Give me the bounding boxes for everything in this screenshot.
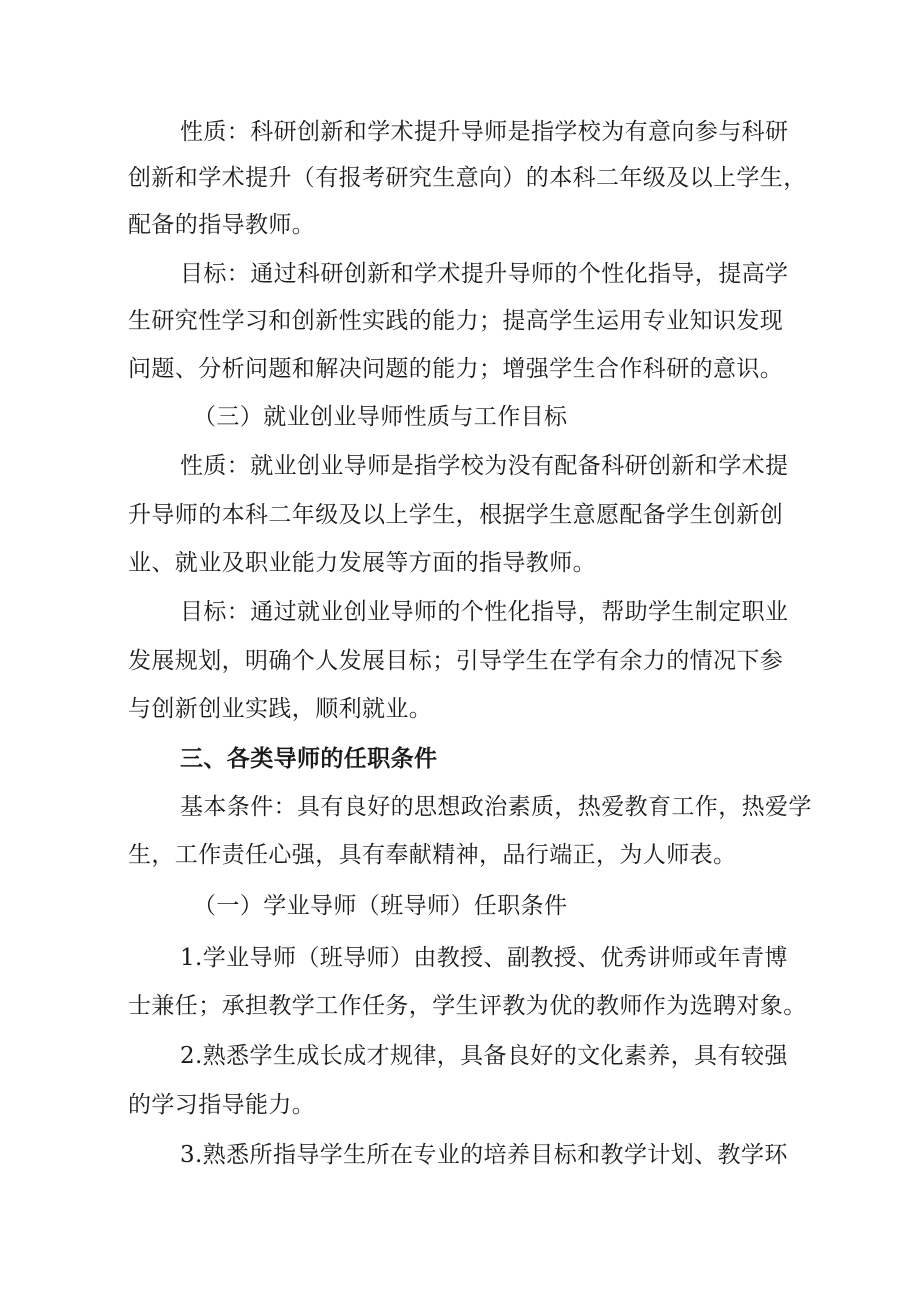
- section-subheading: （一）学业导师（班导师）任职条件: [193, 893, 568, 919]
- paragraph-line: 性质：就业创业导师是指学校为没有配备科研创新和学术提: [180, 453, 789, 479]
- paragraph-line: 配备的指导教师。: [128, 212, 316, 238]
- paragraph-line: 的学习指导能力。: [128, 1092, 316, 1118]
- paragraph-line: 1.学业导师（班导师）由教授、副教授、优秀讲师或年青博: [180, 945, 788, 971]
- paragraph-line: 业、就业及职业能力发展等方面的指导教师。: [128, 550, 596, 576]
- paragraph-line: 生研究性学习和创新性实践的能力；提高学生运用专业知识发现: [128, 308, 784, 334]
- paragraph-line: 生，工作责任心强，具有奉献精神，品行端正，为人师表。: [128, 842, 737, 868]
- paragraph-line: 士兼任；承担教学工作任务，学生评教为优的教师作为选聘对象。: [128, 993, 807, 1019]
- paragraph-line: 目标：通过就业创业导师的个性化指导，帮助学生制定职业: [180, 599, 789, 625]
- paragraph-line: 目标：通过科研创新和学术提升导师的个性化指导，提高学: [180, 261, 789, 287]
- paragraph-line: 2.熟悉学生成长成才规律，具备良好的文化素养，具有较强: [180, 1043, 788, 1069]
- paragraph-line: 3.熟悉所指导学生所在专业的培养目标和教学计划、教学环: [180, 1142, 788, 1168]
- paragraph-line: 创新和学术提升（有报考研究生意向）的本科二年级及以上学生，: [128, 165, 807, 191]
- paragraph-line: 性质：科研创新和学术提升导师是指学校为有意向参与科研: [180, 119, 789, 145]
- paragraph-line: 发展规划，明确个人发展目标；引导学生在学有余力的情况下参: [128, 648, 784, 674]
- paragraph-line: 问题、分析问题和解决问题的能力；增强学生合作科研的意识。: [128, 356, 784, 382]
- paragraph-line: 基本条件：具有良好的思想政治素质，热爱教育工作，热爱学: [180, 794, 812, 820]
- section-heading: 三、各类导师的任职条件: [180, 746, 438, 772]
- paragraph-line: 升导师的本科二年级及以上学生，根据学生意愿配备学生创新创: [128, 502, 784, 528]
- paragraph-line: 与创新创业实践，顺利就业。: [128, 696, 433, 722]
- section-subheading: （三）就业创业导师性质与工作目标: [193, 404, 568, 430]
